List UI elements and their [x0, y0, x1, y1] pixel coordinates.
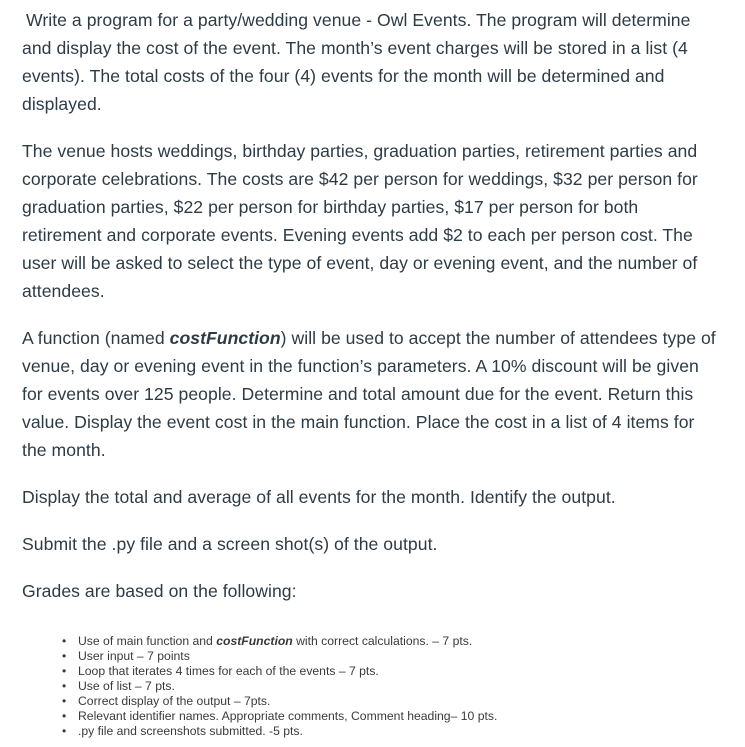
list-item — [62, 694, 722, 709]
bullet-icon: • — [62, 694, 67, 708]
bullet-icon: • — [62, 709, 67, 723]
grade-item-function-name: costFunction — [216, 634, 293, 648]
list-item — [62, 649, 722, 664]
list-item — [62, 664, 722, 679]
intro-paragraph: Write a program for a party/wedding venue - Owl Events. The program will determine and display the cost of the event. The month’s event charges will be stored in a list (4 events). The total costs of the four (4) events for the month will be determined and displayed. — [22, 10, 691, 114]
grade-item-text: Use of list – 7 pts. — [78, 679, 175, 693]
list-item — [62, 709, 722, 724]
bullet-icon: • — [62, 664, 67, 678]
grade-item-text: Loop that iterates 4 times for each of the events – 7 pts. — [78, 664, 379, 678]
list-item — [62, 724, 722, 739]
bullet-icon: • — [62, 634, 67, 648]
grade-item-text: .py file and screenshots submitted. -5 pts. — [78, 724, 303, 738]
grades-heading: Grades are based on the following: — [22, 581, 297, 601]
list-item — [62, 679, 722, 694]
grades-list — [22, 634, 722, 739]
grade-item-text: Relevant identifier names. Appropriate comments, Comment heading– 10 pts. — [78, 709, 498, 723]
grade-item-text: with correct calculations. – 7 pts. — [292, 634, 473, 648]
function-text-before: A function (named — [22, 328, 170, 348]
display-paragraph: Display the total and average of all events for the month. Identify the output. — [22, 487, 616, 507]
venue-paragraph: The venue hosts weddings, birthday parties, graduation parties, retirement parties and corporate celebrations. The costs are $42 per person for weddings, $32 per person for graduation parties, $22 per person for birthday parties, $17 per person for both retirement and corporate events. Evening events add $2 to each per person cost. The user will be asked to select the type of event, day or evening event, and the number of attendees. — [22, 141, 698, 301]
function-paragraph — [22, 324, 722, 464]
list-item — [62, 634, 722, 649]
bullet-icon: • — [62, 649, 67, 663]
submit-paragraph: Submit the .py file and a screen shot(s) of the output. — [22, 534, 438, 554]
grade-item-text: User input – 7 points — [78, 649, 190, 663]
grade-item-text: Use of main function and — [78, 634, 217, 648]
function-name: costFunction — [169, 328, 281, 348]
bullet-icon: • — [62, 724, 67, 738]
function-text-after: ) will be used to accept the number of attendees type of venue, day or evening event in the function’s parameters. A 10% discount will be given for events over 125 people. Determine and total amount due for the event. Return this value. Display the event cost in the main function. Place the cost in a list of 4 items for the month. — [22, 328, 716, 460]
grade-item-text: Correct display of the output – 7pts. — [78, 694, 271, 708]
assignment-document — [22, 6, 722, 739]
bullet-icon: • — [62, 679, 67, 693]
